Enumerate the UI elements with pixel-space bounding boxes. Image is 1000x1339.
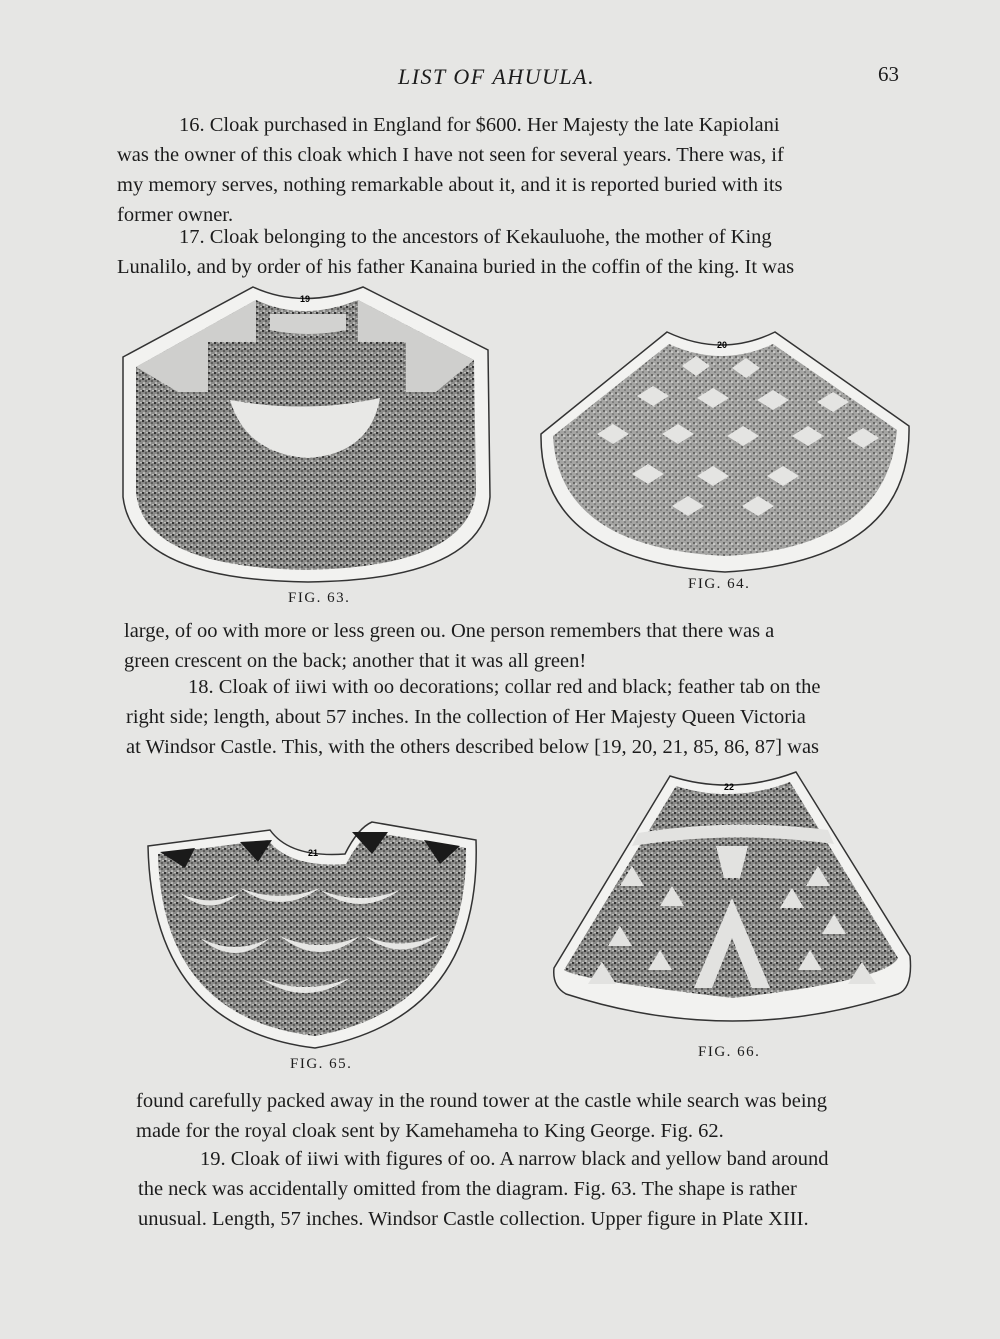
figure-63-caption: FIG. 63. <box>288 590 351 606</box>
paragraph-16 <box>117 110 903 230</box>
figure-label: 22 <box>724 782 735 792</box>
paragraph-18-end <box>136 1086 922 1146</box>
text-line: Lunalilo, and by order of his father Kanaina buried in the coffin of the king. It was <box>117 256 795 278</box>
figure-64-caption: FIG. 64. <box>688 576 751 592</box>
running-head <box>0 62 1000 92</box>
figure-label: 20 <box>717 340 728 350</box>
text-line: was the owner of this cloak which I have not seen for several years. There was, if <box>117 144 784 166</box>
text-line: right side; length, about 57 inches. In the collection of Her Majesty Queen Victoria <box>126 706 806 728</box>
paragraph-17-end <box>124 616 910 676</box>
figure-63-cloak-diagram <box>118 282 493 587</box>
text-line: at Windsor Castle. This, with the others described below [19, 20, 21, 85, 86, 87] was <box>126 736 820 758</box>
text-line: found carefully packed away in the round tower at the castle while search was being <box>136 1090 828 1112</box>
figure-64-cloak-diagram <box>537 326 913 576</box>
figure-65-caption: FIG. 65. <box>290 1056 353 1072</box>
text-line: made for the royal cloak sent by Kamehameha to King George. Fig. 62. <box>136 1120 724 1142</box>
text-line: 18. Cloak of iiwi with oo decorations; collar red and black; feather tab on the <box>188 676 821 698</box>
running-title: LIST OF AHUULA. <box>398 64 596 89</box>
text-line: 17. Cloak belonging to the ancestors of Kekauluohe, the mother of King <box>179 226 772 248</box>
text-line: my memory serves, nothing remarkable about it, and it is reported buried with its <box>117 174 783 196</box>
paragraph-18-start <box>126 672 912 762</box>
figure-66-caption: FIG. 66. <box>698 1044 761 1060</box>
page-number: 63 <box>878 62 899 86</box>
text-line: unusual. Length, 57 inches. Windsor Castle collection. Upper figure in Plate XIII. <box>138 1208 809 1230</box>
text-line: green crescent on the back; another that it was all green! <box>124 650 587 672</box>
text-line: 16. Cloak purchased in England for $600. Her Majesty the late Kapiolani <box>179 114 780 136</box>
paragraph-17-start <box>117 222 903 282</box>
text-line: former owner. <box>117 204 234 226</box>
figure-label: 21 <box>308 848 319 858</box>
text-line: large, of oo with more or less green ou. One person remembers that there was a <box>124 620 775 642</box>
text-line: 19. Cloak of iiwi with figures of oo. A narrow black and yellow band around <box>200 1148 829 1170</box>
figure-label: 19 <box>300 294 311 304</box>
figure-66-cloak-diagram <box>548 758 918 1048</box>
paragraph-19 <box>138 1144 924 1234</box>
text-line: the neck was accidentally omitted from the diagram. Fig. 63. The shape is rather <box>138 1178 797 1200</box>
figure-65-cloak-diagram <box>140 818 480 1050</box>
